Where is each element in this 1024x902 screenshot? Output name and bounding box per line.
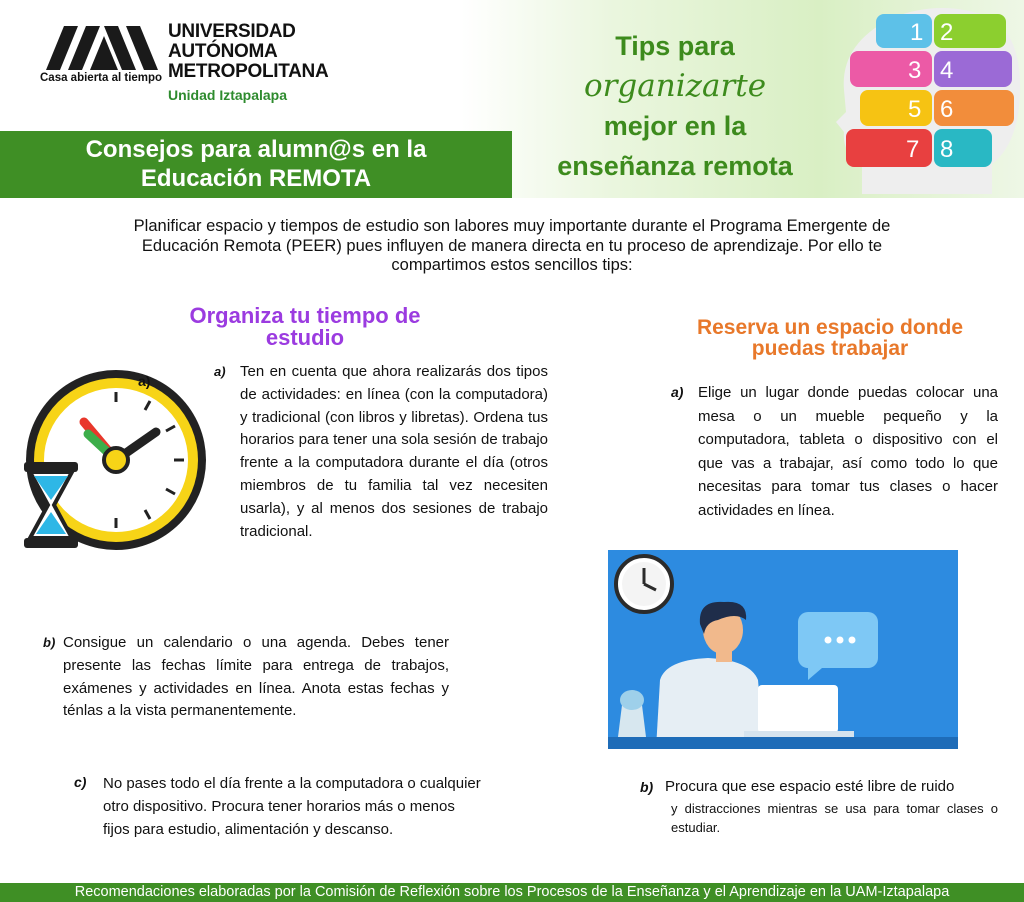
- banner-line-2: Educación REMOTA: [140, 165, 372, 192]
- header-banner: [0, 131, 512, 198]
- right-section-title: [650, 317, 1010, 359]
- right-title-line-2: puedas trabajar: [751, 337, 909, 360]
- university-line-1: UNIVERSIDAD: [168, 21, 296, 42]
- head-block-1: [876, 14, 932, 48]
- left-item-b-marker: b): [43, 635, 56, 650]
- left-item-c-marker: c): [74, 774, 87, 790]
- tips-line-2: organizarte: [583, 68, 767, 104]
- head-number-8: 8: [940, 136, 954, 163]
- right-item-b-text: y distracciones mientras se usa para tomar clases o estudiar.: [671, 801, 998, 835]
- head-number-6: 6: [940, 96, 954, 123]
- tips-title: [520, 26, 830, 186]
- left-item-c-line-2: otro dispositivo. Procura tener horarios más o menos: [103, 797, 455, 815]
- left-item-b-text: Consigue un calendario o una agenda. Debes tener presente las fechas límite para entrega de trabajos, exámenes y actividades en línea. Anota estas fechas y ténlas a la vista permanentemente.: [63, 634, 449, 720]
- left-item-a-text: Ten en cuenta que ahora realizarás dos tipos de actividades: en línea (con la computadora) y tradicional (con libros y libretas). Ordena tus horarios para tener una sola sesión de trabajo frente a la computadora durante el día (otros miembros de tu familia tal vez necesiten usarla), y al menos dos sesiones de trabajo tradicional.: [240, 363, 548, 540]
- left-item-a-marker: a): [214, 364, 226, 379]
- head-number-3: 3: [908, 57, 922, 84]
- head-number-2: 2: [940, 19, 954, 46]
- tips-line-3: mejor en la: [603, 111, 747, 141]
- tips-line-4: enseñanza remota: [557, 151, 793, 181]
- head-number-4: 4: [940, 57, 954, 84]
- right-item-b-line-1: Procura que ese espacio esté libre de ruido: [665, 778, 955, 795]
- left-title-line-1: Organiza tu tiempo de: [189, 303, 421, 328]
- intro-paragraph: [60, 217, 964, 276]
- tips-line-1: Tips para: [615, 31, 735, 61]
- right-item-a-marker: a): [671, 384, 684, 400]
- right-item-a-text: Elige un lugar donde puedas colocar una mesa o un mueble pequeño y la computadora, tableta o dispositivo con el que vas a trabajar, así como todo lo que necesitas para tomar tus clases o hacer actividades en línea.: [698, 384, 998, 519]
- right-title-line-1: Reserva un espacio donde: [696, 316, 964, 339]
- head-number-7: 7: [906, 136, 920, 163]
- head-numbers-illustration: [832, 4, 1022, 194]
- university-unit: Unidad Iztapalapa: [168, 87, 288, 103]
- uam-slogan: Casa abierta al tiempo: [40, 72, 163, 84]
- head-number-5: 5: [908, 96, 922, 123]
- left-item-c-text: [103, 773, 543, 841]
- remote-work-illustration: [608, 550, 958, 749]
- intro-line-1: Planificar espacio y tiempos de estudio son labores muy importante durante el Programa Emergente de: [133, 217, 891, 235]
- left-section-title: [150, 305, 460, 349]
- banner-line-1: Consejos para alumn@s en la: [85, 136, 427, 163]
- head-number-1: 1: [910, 19, 924, 46]
- right-item-b-marker: b): [640, 779, 654, 795]
- university-line-3: METROPOLITANA: [168, 61, 329, 82]
- uam-logo-icon: [46, 26, 158, 70]
- university-line-2: AUTÓNOMA: [168, 41, 278, 62]
- clock-hourglass-icon: [18, 362, 216, 558]
- intro-line-3: compartimos estos sencillos tips:: [391, 256, 633, 274]
- university-name: [168, 22, 328, 82]
- clock-marker: a): [138, 373, 151, 389]
- intro-line-2: Educación Remota (PEER) pues influyen de manera directa en tu proceso de aprendizaje. Por ello te: [141, 236, 883, 255]
- left-item-c-line-3: fijos para estudio, alimentación y descanso.: [103, 820, 394, 838]
- left-item-c-line-1: No pases todo el día frente a la computadora o cualquier: [103, 775, 481, 792]
- left-title-line-2: estudio: [265, 325, 345, 350]
- footer-credit: Recomendaciones elaboradas por la Comisión de Reflexión sobre los Procesos de la Enseñanza y el Aprendizaje en la UAM-Iztapalapa: [0, 883, 1024, 902]
